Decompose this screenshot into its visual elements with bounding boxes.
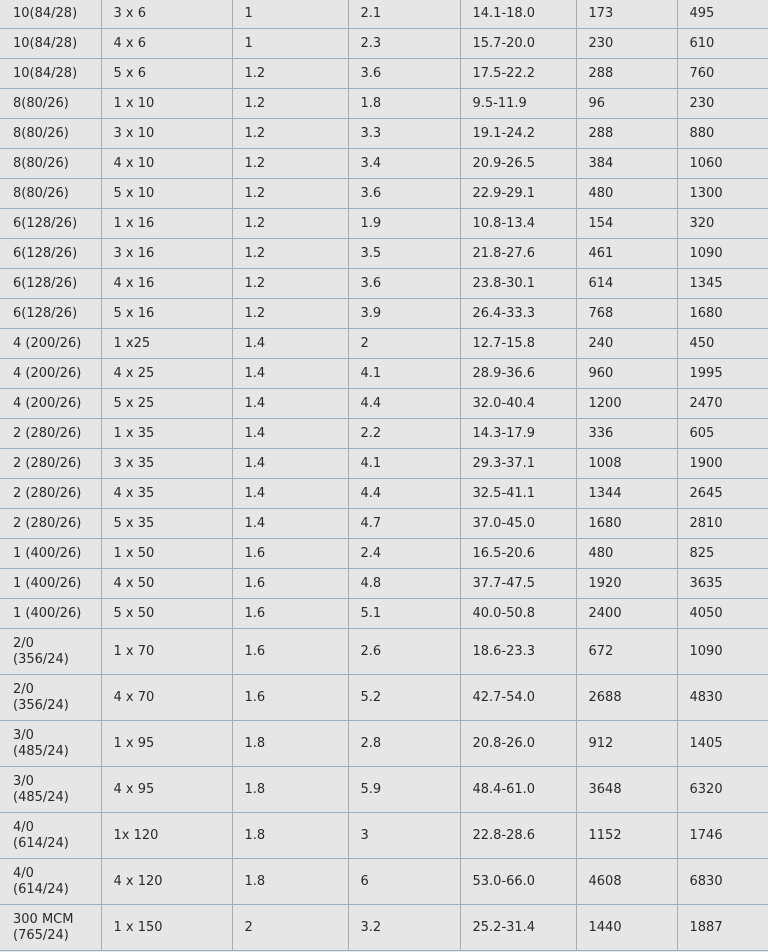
copper-weight-cell: 288 (576, 59, 677, 89)
insulation-cell: 2 (232, 905, 348, 951)
copper-weight-cell: 912 (576, 721, 677, 767)
sheath-cell: 2.3 (348, 29, 460, 59)
cable-weight-cell: 4830 (677, 675, 768, 721)
table-row (0, 29, 768, 59)
table-row (0, 329, 768, 359)
awg-size-cell: 4/0 (614/24) (0, 813, 101, 859)
awg-size-cell: 8(80/26) (0, 89, 101, 119)
copper-weight-cell: 96 (576, 89, 677, 119)
outer-diameter-cell: 48.4-61.0 (460, 767, 576, 813)
outer-diameter-cell: 28.9-36.6 (460, 359, 576, 389)
cores-section-cell: 5 x 10 (101, 179, 232, 209)
copper-weight-cell: 1920 (576, 569, 677, 599)
cores-section-cell: 3 x 6 (101, 0, 232, 29)
outer-diameter-cell: 37.0-45.0 (460, 509, 576, 539)
outer-diameter-cell: 37.7-47.5 (460, 569, 576, 599)
sheath-cell: 2.1 (348, 0, 460, 29)
cores-section-cell: 5 x 16 (101, 299, 232, 329)
outer-diameter-cell: 22.8-28.6 (460, 813, 576, 859)
insulation-cell: 1 (232, 0, 348, 29)
insulation-cell: 1.2 (232, 179, 348, 209)
cores-section-cell: 1 x 70 (101, 629, 232, 675)
sheath-cell: 4.4 (348, 389, 460, 419)
awg-size-cell: 8(80/26) (0, 119, 101, 149)
sheath-cell: 3.3 (348, 119, 460, 149)
copper-weight-cell: 1680 (576, 509, 677, 539)
insulation-cell: 1.6 (232, 675, 348, 721)
copper-weight-cell: 154 (576, 209, 677, 239)
cores-section-cell: 1 x 35 (101, 419, 232, 449)
sheath-cell: 3.6 (348, 59, 460, 89)
awg-size-cell: 6(128/26) (0, 209, 101, 239)
sheath-cell: 3.6 (348, 179, 460, 209)
cable-weight-cell: 4050 (677, 599, 768, 629)
cores-section-cell: 1 x 50 (101, 539, 232, 569)
sheath-cell: 4.1 (348, 359, 460, 389)
copper-weight-cell: 230 (576, 29, 677, 59)
sheath-cell: 2.6 (348, 629, 460, 675)
table-row (0, 449, 768, 479)
awg-size-cell: 1 (400/26) (0, 539, 101, 569)
insulation-cell: 1.6 (232, 629, 348, 675)
table-row (0, 89, 768, 119)
insulation-cell: 1.4 (232, 389, 348, 419)
cable-weight-cell: 495 (677, 0, 768, 29)
insulation-cell: 1.6 (232, 539, 348, 569)
outer-diameter-cell: 53.0-66.0 (460, 859, 576, 905)
copper-weight-cell: 2688 (576, 675, 677, 721)
copper-weight-cell: 960 (576, 359, 677, 389)
sheath-cell: 2 (348, 329, 460, 359)
sheath-cell: 4.1 (348, 449, 460, 479)
table-row (0, 0, 768, 29)
table-row (0, 179, 768, 209)
cable-weight-cell: 1405 (677, 721, 768, 767)
table-row (0, 905, 768, 951)
table-row (0, 239, 768, 269)
outer-diameter-cell: 18.6-23.3 (460, 629, 576, 675)
table-row (0, 599, 768, 629)
sheath-cell: 4.7 (348, 509, 460, 539)
copper-weight-cell: 672 (576, 629, 677, 675)
awg-size-cell: 4 (200/26) (0, 359, 101, 389)
awg-size-cell: 2 (280/26) (0, 479, 101, 509)
copper-weight-cell: 1200 (576, 389, 677, 419)
awg-size-cell: 4 (200/26) (0, 389, 101, 419)
table-row (0, 389, 768, 419)
cable-weight-cell: 230 (677, 89, 768, 119)
outer-diameter-cell: 14.3-17.9 (460, 419, 576, 449)
awg-size-cell: 8(80/26) (0, 149, 101, 179)
copper-weight-cell: 2400 (576, 599, 677, 629)
insulation-cell: 1.4 (232, 359, 348, 389)
cores-section-cell: 3 x 35 (101, 449, 232, 479)
cable-weight-cell: 1680 (677, 299, 768, 329)
sheath-cell: 4.8 (348, 569, 460, 599)
cable-weight-cell: 1090 (677, 239, 768, 269)
sheath-cell: 3.4 (348, 149, 460, 179)
copper-weight-cell: 336 (576, 419, 677, 449)
copper-weight-cell: 1344 (576, 479, 677, 509)
copper-weight-cell: 1008 (576, 449, 677, 479)
cores-section-cell: 5 x 35 (101, 509, 232, 539)
cable-weight-cell: 3635 (677, 569, 768, 599)
outer-diameter-cell: 15.7-20.0 (460, 29, 576, 59)
table-row (0, 149, 768, 179)
insulation-cell: 1.2 (232, 299, 348, 329)
awg-size-cell: 8(80/26) (0, 179, 101, 209)
insulation-cell: 1.4 (232, 329, 348, 359)
table-row (0, 569, 768, 599)
cable-weight-cell: 610 (677, 29, 768, 59)
table-row (0, 209, 768, 239)
outer-diameter-cell: 17.5-22.2 (460, 59, 576, 89)
insulation-cell: 1.8 (232, 767, 348, 813)
copper-weight-cell: 480 (576, 179, 677, 209)
outer-diameter-cell: 22.9-29.1 (460, 179, 576, 209)
copper-weight-cell: 240 (576, 329, 677, 359)
awg-size-cell: 10(84/28) (0, 0, 101, 29)
table-row (0, 629, 768, 675)
awg-size-cell: 2/0 (356/24) (0, 675, 101, 721)
outer-diameter-cell: 10.8-13.4 (460, 209, 576, 239)
awg-size-cell: 6(128/26) (0, 299, 101, 329)
copper-weight-cell: 288 (576, 119, 677, 149)
outer-diameter-cell: 29.3-37.1 (460, 449, 576, 479)
cable-weight-cell: 6830 (677, 859, 768, 905)
table-row (0, 675, 768, 721)
table-row (0, 721, 768, 767)
cable-weight-cell: 880 (677, 119, 768, 149)
copper-weight-cell: 384 (576, 149, 677, 179)
insulation-cell: 1.4 (232, 479, 348, 509)
table-row (0, 119, 768, 149)
cable-weight-cell: 2810 (677, 509, 768, 539)
cores-section-cell: 1 x 10 (101, 89, 232, 119)
cable-weight-cell: 1060 (677, 149, 768, 179)
insulation-cell: 1.2 (232, 269, 348, 299)
cable-weight-cell: 760 (677, 59, 768, 89)
insulation-cell: 1.2 (232, 59, 348, 89)
sheath-cell: 4.4 (348, 479, 460, 509)
table-row (0, 269, 768, 299)
table-row (0, 539, 768, 569)
sheath-cell: 5.1 (348, 599, 460, 629)
awg-size-cell: 6(128/26) (0, 239, 101, 269)
cores-section-cell: 1 x 16 (101, 209, 232, 239)
awg-size-cell: 2/0 (356/24) (0, 629, 101, 675)
table-row (0, 813, 768, 859)
table-row (0, 767, 768, 813)
awg-size-cell: 1 (400/26) (0, 599, 101, 629)
cores-section-cell: 4 x 6 (101, 29, 232, 59)
sheath-cell: 6 (348, 859, 460, 905)
outer-diameter-cell: 20.8-26.0 (460, 721, 576, 767)
awg-size-cell: 3/0 (485/24) (0, 767, 101, 813)
cable-weight-cell: 1090 (677, 629, 768, 675)
sheath-cell: 3 (348, 813, 460, 859)
cores-section-cell: 4 x 16 (101, 269, 232, 299)
insulation-cell: 1.8 (232, 721, 348, 767)
copper-weight-cell: 614 (576, 269, 677, 299)
cable-weight-cell: 450 (677, 329, 768, 359)
cable-weight-cell: 1300 (677, 179, 768, 209)
cable-weight-cell: 1345 (677, 269, 768, 299)
copper-weight-cell: 3648 (576, 767, 677, 813)
sheath-cell: 5.2 (348, 675, 460, 721)
insulation-cell: 1.2 (232, 149, 348, 179)
cable-weight-cell: 320 (677, 209, 768, 239)
awg-size-cell: 2 (280/26) (0, 449, 101, 479)
sheath-cell: 5.9 (348, 767, 460, 813)
insulation-cell: 1.2 (232, 239, 348, 269)
cores-section-cell: 5 x 6 (101, 59, 232, 89)
copper-weight-cell: 1152 (576, 813, 677, 859)
table-row (0, 859, 768, 905)
table-row (0, 359, 768, 389)
outer-diameter-cell: 12.7-15.8 (460, 329, 576, 359)
cable-weight-cell: 1887 (677, 905, 768, 951)
cores-section-cell: 1x 120 (101, 813, 232, 859)
cores-section-cell: 4 x 50 (101, 569, 232, 599)
awg-size-cell: 2 (280/26) (0, 419, 101, 449)
cores-section-cell: 4 x 120 (101, 859, 232, 905)
cores-section-cell: 4 x 95 (101, 767, 232, 813)
insulation-cell: 1.6 (232, 569, 348, 599)
outer-diameter-cell: 20.9-26.5 (460, 149, 576, 179)
insulation-cell: 1 (232, 29, 348, 59)
cable-weight-cell: 825 (677, 539, 768, 569)
insulation-cell: 1.4 (232, 509, 348, 539)
outer-diameter-cell: 32.5-41.1 (460, 479, 576, 509)
outer-diameter-cell: 21.8-27.6 (460, 239, 576, 269)
awg-size-cell: 10(84/28) (0, 29, 101, 59)
copper-weight-cell: 768 (576, 299, 677, 329)
table-row (0, 479, 768, 509)
insulation-cell: 1.2 (232, 209, 348, 239)
cores-section-cell: 4 x 35 (101, 479, 232, 509)
sheath-cell: 3.9 (348, 299, 460, 329)
sheath-cell: 3.5 (348, 239, 460, 269)
outer-diameter-cell: 9.5-11.9 (460, 89, 576, 119)
cable-weight-cell: 1900 (677, 449, 768, 479)
insulation-cell: 1.8 (232, 813, 348, 859)
outer-diameter-cell: 42.7-54.0 (460, 675, 576, 721)
outer-diameter-cell: 32.0-40.4 (460, 389, 576, 419)
sheath-cell: 2.8 (348, 721, 460, 767)
copper-weight-cell: 1440 (576, 905, 677, 951)
cores-section-cell: 1 x 150 (101, 905, 232, 951)
cores-section-cell: 5 x 50 (101, 599, 232, 629)
insulation-cell: 1.2 (232, 89, 348, 119)
sheath-cell: 1.9 (348, 209, 460, 239)
insulation-cell: 1.4 (232, 419, 348, 449)
sheath-cell: 3.6 (348, 269, 460, 299)
cores-section-cell: 3 x 16 (101, 239, 232, 269)
copper-weight-cell: 480 (576, 539, 677, 569)
table-row (0, 299, 768, 329)
outer-diameter-cell: 40.0-50.8 (460, 599, 576, 629)
awg-size-cell: 300 MCM (765/24) (0, 905, 101, 951)
cable-weight-cell: 1746 (677, 813, 768, 859)
cores-section-cell: 1 x25 (101, 329, 232, 359)
cores-section-cell: 4 x 25 (101, 359, 232, 389)
outer-diameter-cell: 26.4-33.3 (460, 299, 576, 329)
cable-weight-cell: 1995 (677, 359, 768, 389)
outer-diameter-cell: 23.8-30.1 (460, 269, 576, 299)
table-row (0, 59, 768, 89)
cores-section-cell: 1 x 95 (101, 721, 232, 767)
outer-diameter-cell: 25.2-31.4 (460, 905, 576, 951)
awg-size-cell: 4 (200/26) (0, 329, 101, 359)
outer-diameter-cell: 14.1-18.0 (460, 0, 576, 29)
awg-size-cell: 4/0 (614/24) (0, 859, 101, 905)
cores-section-cell: 4 x 10 (101, 149, 232, 179)
cores-section-cell: 4 x 70 (101, 675, 232, 721)
copper-weight-cell: 4608 (576, 859, 677, 905)
outer-diameter-cell: 16.5-20.6 (460, 539, 576, 569)
awg-size-cell: 6(128/26) (0, 269, 101, 299)
awg-size-cell: 2 (280/26) (0, 509, 101, 539)
cores-section-cell: 3 x 10 (101, 119, 232, 149)
cable-weight-cell: 2470 (677, 389, 768, 419)
table-row (0, 419, 768, 449)
sheath-cell: 2.4 (348, 539, 460, 569)
insulation-cell: 1.6 (232, 599, 348, 629)
cable-weight-cell: 6320 (677, 767, 768, 813)
copper-weight-cell: 173 (576, 0, 677, 29)
awg-size-cell: 10(84/28) (0, 59, 101, 89)
table-row (0, 509, 768, 539)
sheath-cell: 3.2 (348, 905, 460, 951)
cable-weight-cell: 605 (677, 419, 768, 449)
sheath-cell: 2.2 (348, 419, 460, 449)
awg-size-cell: 3/0 (485/24) (0, 721, 101, 767)
cable-weight-cell: 2645 (677, 479, 768, 509)
awg-size-cell: 1 (400/26) (0, 569, 101, 599)
copper-weight-cell: 461 (576, 239, 677, 269)
outer-diameter-cell: 19.1-24.2 (460, 119, 576, 149)
cores-section-cell: 5 x 25 (101, 389, 232, 419)
sheath-cell: 1.8 (348, 89, 460, 119)
insulation-cell: 1.4 (232, 449, 348, 479)
insulation-cell: 1.2 (232, 119, 348, 149)
insulation-cell: 1.8 (232, 859, 348, 905)
